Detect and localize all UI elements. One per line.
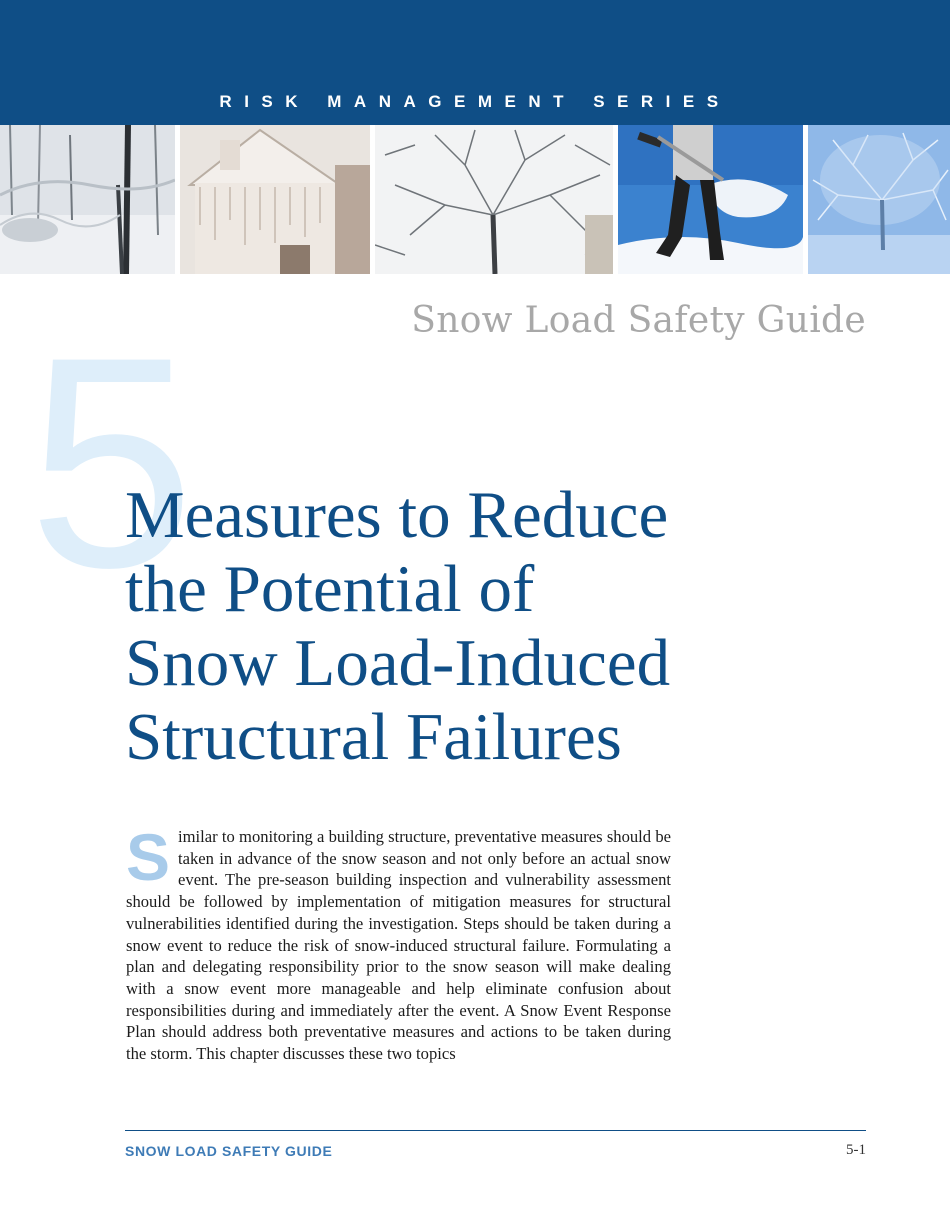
footer-rule [125, 1130, 866, 1131]
chapter-title-line: Structural Failures [125, 700, 622, 774]
ice-covered-tree-photo [375, 125, 613, 274]
body-paragraph [126, 820, 671, 1065]
guide-title: Snow Load Safety Guide [411, 300, 866, 341]
snow-shoveling-photo [618, 125, 803, 274]
drop-cap: S [126, 820, 171, 894]
chapter-title-line: the Potential of [125, 552, 535, 626]
icy-forest-photo [0, 125, 175, 274]
photo-strip [0, 125, 950, 274]
frosted-tree-photo [808, 125, 950, 274]
chapter-number: 5 [28, 294, 195, 630]
page-number: 5-1 [846, 1142, 866, 1158]
body-text: imilar to monitoring a building structure, preventative measures should be taken in advance of the snow season and not only before an actual snow event. The pre-season building inspection and vulnerability assessment should be followed by implementation of mitigation measures for structural vulnerabilities identified during the investigation. Steps should be taken during a snow event to reduce the risk of snow-induced structural failure. Formulating a plan and delegating responsibility prior to the snow season will make dealing with a snow event more manageable and help eliminate confusion about responsibilities during and immediately after the event. A Snow Event Response Plan should address both preventative measures and actions to be taken during the storm. This chapter discusses these two topics [126, 827, 671, 1064]
ice-covered-house-photo [180, 125, 370, 274]
footer-label: SNOW LOAD SAFETY GUIDE [125, 1143, 333, 1159]
chapter-title-line: Measures to Reduce [125, 478, 669, 552]
chapter-title-line: Snow Load-Induced [125, 626, 671, 700]
chapter-title [125, 478, 885, 774]
series-label: RISK MANAGEMENT SERIES [219, 92, 731, 111]
